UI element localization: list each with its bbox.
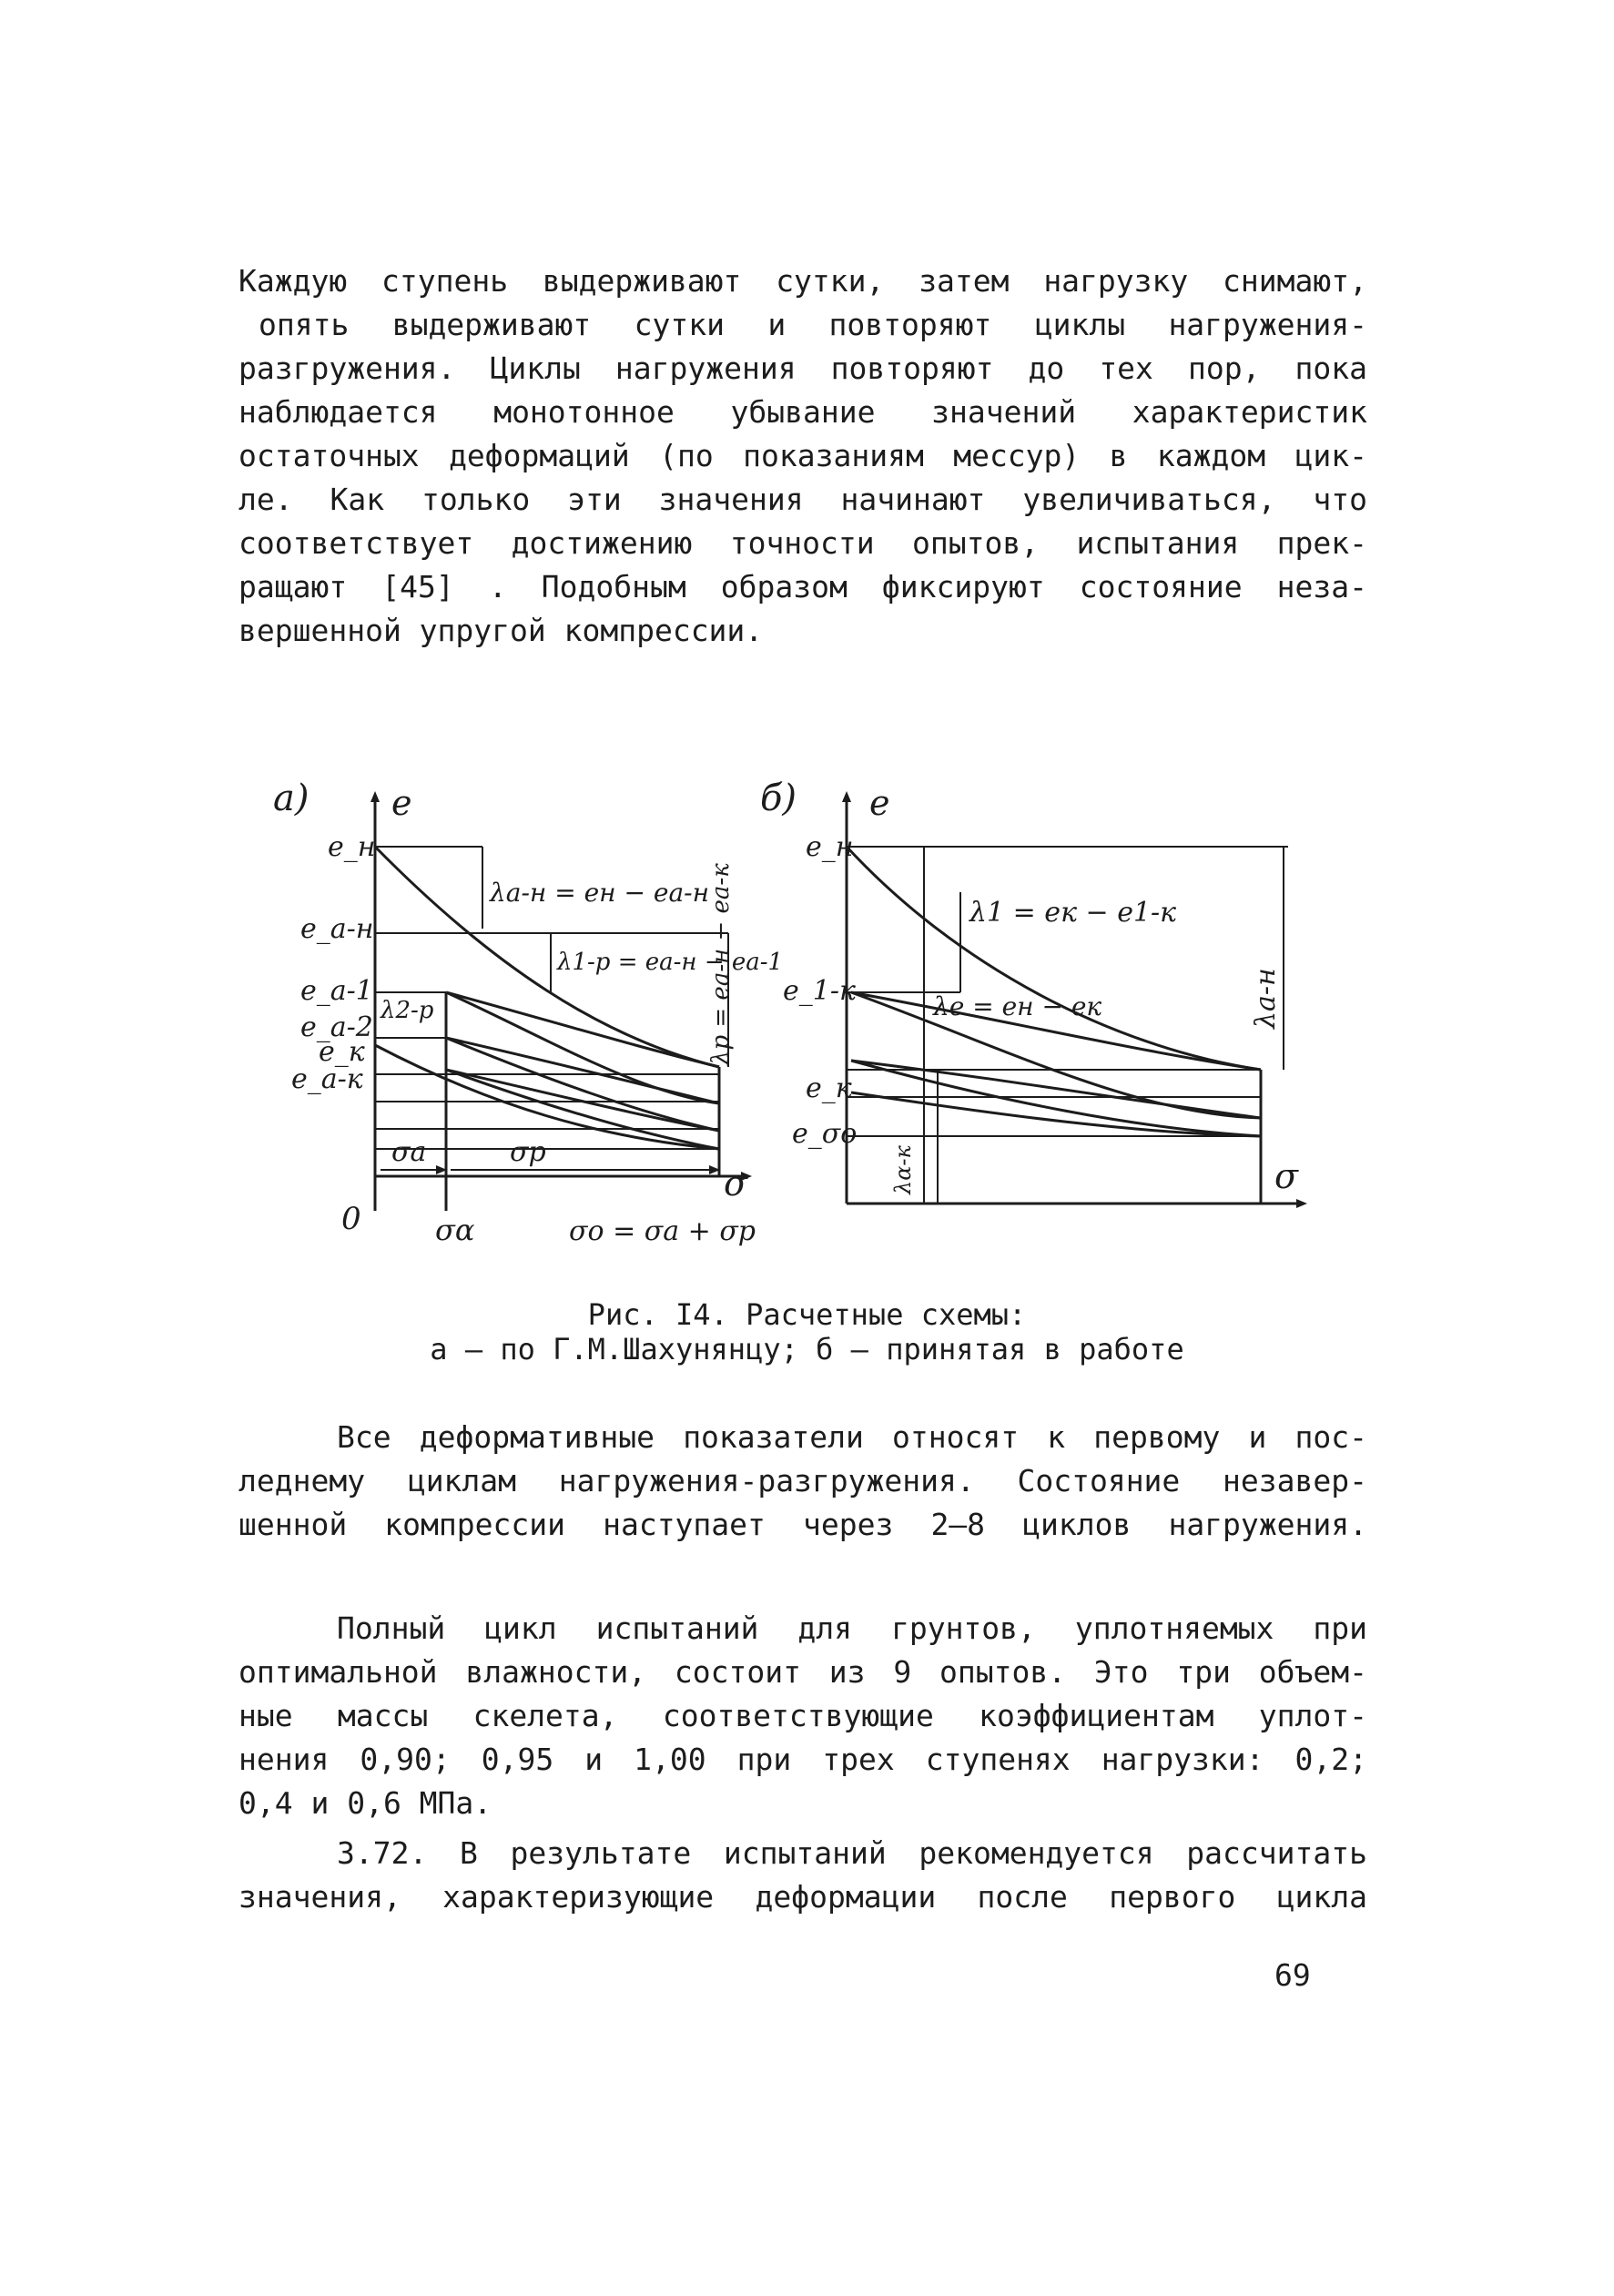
figure-b-lambda-low: λα-к <box>890 1145 916 1194</box>
figure-b-formula-mid: λe = eн − eк <box>933 991 1102 1021</box>
figure-a-y-label: e_а-1 <box>300 975 373 1007</box>
text-line: леднему циклам нагружения-разгружения. Состояние незавер- <box>239 1463 1367 1498</box>
figure-a-y-label: e_а-н <box>300 913 374 945</box>
figure-a-lambda-small: λ2-р <box>381 997 434 1024</box>
figure-a-y-label: e_а-к <box>291 1063 363 1095</box>
figure-a-formula-mid: λ1-р = eа-н − eа-1 <box>557 949 784 976</box>
text-line: ные массы скелета, соответствующие коэффициентам уплот- <box>239 1698 1367 1733</box>
figure-a-y-axis-label: e <box>391 783 412 823</box>
figure-b-loading-curve <box>847 847 1261 1070</box>
figure-b-formula-side: λа-н <box>1250 968 1282 1029</box>
figure-b-y-label: e_σо <box>792 1118 858 1150</box>
text-line: вершенной упругой компрессии. <box>239 613 764 648</box>
text-line: Все деформативные показатели относят к первому и пос- <box>337 1419 1367 1455</box>
text-line: ле. Как только эти значения начинают увеличиваться, что <box>239 482 1367 517</box>
text-line: оптимальной влажности, состоит из 9 опытов. Это три объем- <box>239 1654 1367 1690</box>
figure-b-y-axis-label: e <box>869 783 890 823</box>
page-number: 69 <box>1274 1957 1311 1993</box>
figure-b-formula-top: λ1 = eк − e1-к <box>969 897 1177 929</box>
figure-a-sigma-p: σр <box>510 1136 546 1168</box>
figure-b-x-axis-label: σ <box>1274 1156 1298 1196</box>
text-line: 3.72. В результате испытаний рекомендуется рассчитать <box>337 1835 1367 1871</box>
figure-a-y-label: e_а-2 <box>300 1011 373 1043</box>
figure-a-formula-top: λа-н = eн − eа-н <box>490 878 710 908</box>
text-line: Полный цикл испытаний для грунтов, уплотняемых при <box>337 1610 1367 1646</box>
text-line: опять выдерживают сутки и повторяют циклы нагружения- <box>259 307 1367 342</box>
figure-caption <box>0 1297 1614 1366</box>
figure-a-loop-3 <box>446 1070 719 1149</box>
text-line: значения, характеризующие деформации после первого цикла <box>239 1879 1367 1915</box>
figure-b-y-label: e_н <box>806 831 854 863</box>
figure-a-formula-side: λр = eа-н − eа-к <box>707 863 735 1065</box>
figure-a-sigma-sum: σо = σа + σр <box>569 1215 756 1247</box>
figure-b-panel-label: б) <box>760 777 797 819</box>
figure-a-x-axis-label: σ <box>724 1163 747 1204</box>
text-line: 0,4 и 0,6 МПа. <box>239 1785 492 1821</box>
figure-a-sigma-alpha: σα <box>435 1213 475 1247</box>
caption-line-2: а – по Г.М.Шахунянцу; б – принятая в работе <box>430 1332 1184 1366</box>
text-line: шенной компрессии наступает через 2–8 циклов нагружения. <box>239 1507 1367 1542</box>
figure-a-y-label: e_к <box>319 1036 365 1068</box>
figure-a-origin-label: 0 <box>341 1201 361 1237</box>
text-line: разгружения. Циклы нагружения повторяют до тех пор, пока <box>239 350 1367 386</box>
figure-b-y-label: e_1-к <box>783 975 856 1007</box>
text-line: нения 0,90; 0,95 и 1,00 при трех ступенях нагрузки: 0,2; <box>239 1742 1367 1777</box>
paragraph-2 <box>239 1416 1367 1547</box>
figure-a-panel-label: а) <box>273 777 310 819</box>
text-line: Каждую ступень выдерживают сутки, затем нагрузку снимают, <box>239 263 1367 299</box>
caption-line-1: Рис. I4. Расчетные схемы: <box>587 1297 1027 1332</box>
figure-b-y-label: e_к <box>806 1072 852 1104</box>
text-line: ращают [45] . Подобным образом фиксируют состояние неза- <box>239 569 1367 604</box>
figure-a-sigma-a: σа <box>391 1136 427 1168</box>
text-line: наблюдается монотонное убывание значений характеристик <box>239 394 1367 430</box>
paragraph-3 <box>239 1607 1367 1825</box>
text-line: соответствует достижению точности опытов, испытания прек- <box>239 525 1367 561</box>
text-line: остаточных деформаций (по показаниям мессур) в каждом цик- <box>239 438 1367 473</box>
paragraph-4 <box>239 1832 1367 1919</box>
figure-a-y-label: e_н <box>328 831 376 863</box>
